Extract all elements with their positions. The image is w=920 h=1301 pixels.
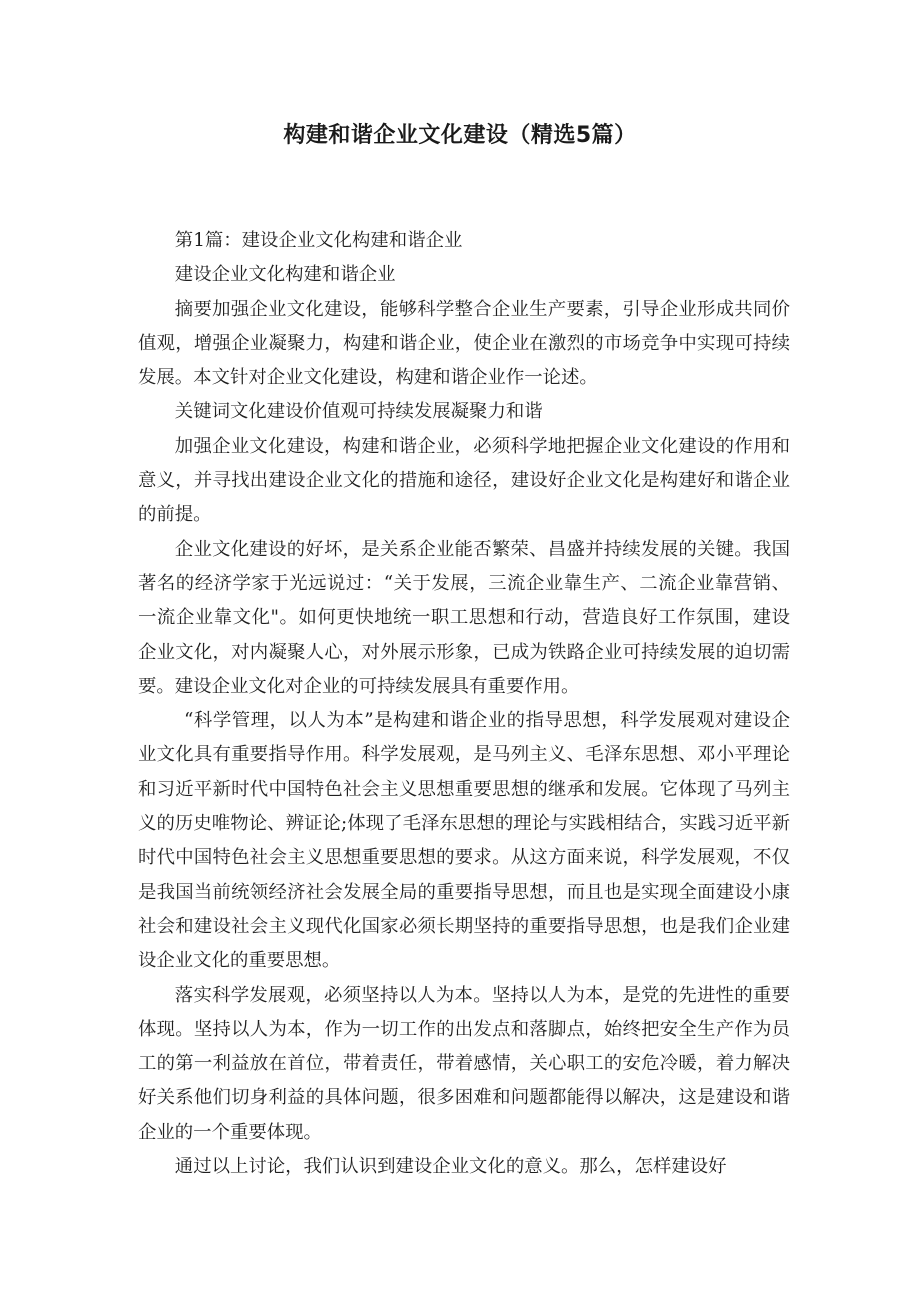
chapter-heading: 第1篇：建设企业文化构建和谐企业 — [174, 230, 463, 251]
keywords-paragraph: 关键词文化建设价值观可持续发展凝聚力和谐 — [174, 401, 543, 423]
article-title: 建设企业文化构建和谐企业 — [174, 264, 396, 286]
document-body — [138, 224, 790, 1184]
body-paragraph: 企业文化建设的好坏，是关系企业能否繁荣、昌盛并持续发展的关键。我国著名的经济学家于光远说过：“关于发展，三流企业靠生产、二流企业靠营销、一流企业靠文化"。如何更快地统一职工思想和行动，营造良好工作氛围，建设企业文化，对内凝聚人心，对外展示形象，已成为铁路企业可持续发展的迫切需要。建设企业文化对企业的可持续发展具有重要作用。 — [138, 538, 790, 697]
body-paragraph: 通过以上讨论，我们认识到建设企业文化的意义。那么，怎样建设好 — [174, 1156, 727, 1178]
abstract-paragraph: 摘要加强企业文化建设，能够科学整合企业生产要素，引导企业形成共同价值观，增强企业凝聚力，构建和谐企业，使企业在激烈的市场竞争中实现可持续发展。本文针对企业文化建设，构建和谐企业作一论述。 — [138, 298, 790, 389]
body-paragraph: 落实科学发展观，必须坚持以人为本。坚持以人为本，是党的先进性的重要体现。坚持以人为本，作为一切工作的出发点和落脚点，始终把安全生产作为员工的第一利益放在首位，带着责任，带着感情，关心职工的安危冷暖，着力解决好关系他们切身利益的具体问题，很多困难和问题都能得以解决，这是建设和谐企业的一个重要体现。 — [138, 984, 790, 1143]
body-paragraph: 加强企业文化建设，构建和谐企业，必须科学地把握企业文化建设的作用和意义，并寻找出建设企业文化的措施和途径，建设好企业文化是构建好和谐企业的前提。 — [138, 435, 790, 526]
body-paragraph: “科学管理，以人为本”是构建和谐企业的指导思想，科学发展观对建设企业文化具有重要指导作用。科学发展观，是马列主义、毛泽东思想、邓小平理论和习近平新时代中国特色社会主义思想重要思想的继承和发展。它体现了马列主义的历史唯物论、辨证论;体现了毛泽东思想的理论与实践相结合，实践习近平新时代中国特色社会主义思想重要思想的要求。从这方面来说，科学发展观，不仅是我国当前统领经济社会发展全局的重要指导思想，而且也是实现全面建设小康社会和建设社会主义现代化国家必须长期坚持的重要指导思想，也是我们企业建设企业文化的重要思想。 — [138, 710, 790, 972]
document-title: 构建和谐企业文化建设（精选5篇） — [283, 123, 637, 148]
